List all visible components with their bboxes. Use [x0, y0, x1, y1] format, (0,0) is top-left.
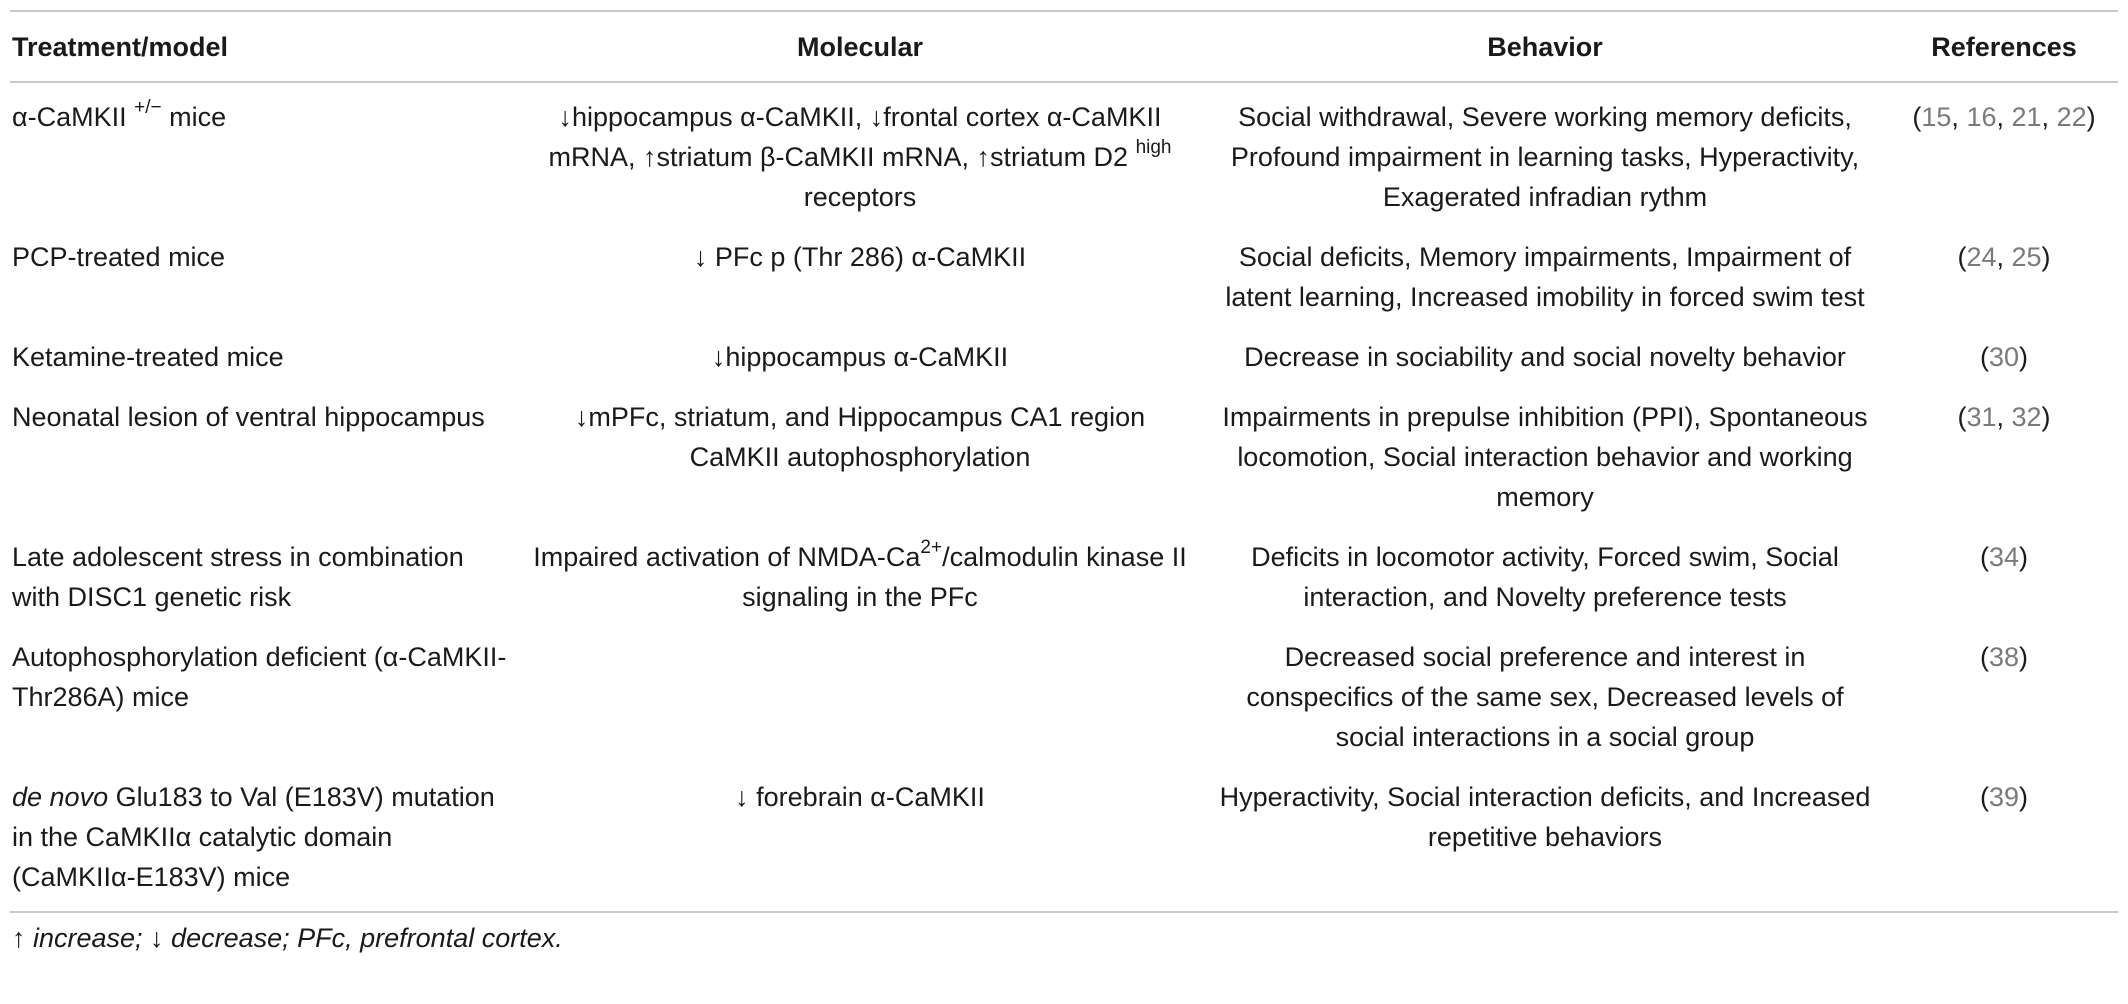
- behavior-cell: Hyperactivity, Social interaction deficits, and Increased repetitive behaviors: [1219, 782, 1871, 852]
- references-cell: (34): [1979, 542, 2029, 572]
- references-cell: (39): [1979, 782, 2029, 812]
- molecular-cell: Impaired activation of NMDA-$Ca^{2+}$/calmodulin kinase II signaling in the PFc: [533, 537, 1187, 612]
- reference-link[interactable]: 21: [2011, 102, 2042, 132]
- results-table: [10, 12, 2118, 905]
- treatment-cell: PCP-treated mice: [12, 242, 226, 272]
- table-row: [10, 385, 2118, 525]
- table-row: [10, 625, 2118, 765]
- behavior-cell: Social deficits, Memory impairments, Impairment of latent learning, Increased imobility in forced swim test: [1225, 242, 1865, 312]
- bottom-rule: [10, 911, 2118, 913]
- behavior-cell: Decreased social preference and interest in conspecifics of the same sex, Decreased levels of social interactions in a social group: [1246, 642, 1844, 752]
- molecular-cell: ↓ PFc p (Thr 286) α-CaMKII: [693, 242, 1027, 272]
- reference-link[interactable]: 16: [1966, 102, 1997, 132]
- molecular-cell: ↓ forebrain α-CaMKII: [735, 782, 985, 812]
- table-row: [10, 82, 2118, 225]
- treatment-cell: α-CaMKII +/− mice: [12, 97, 227, 132]
- references-cell: (30): [1979, 342, 2029, 372]
- references-cell: (38): [1979, 642, 2029, 672]
- behavior-cell: Decrease in sociability and social novelty behavior: [1244, 342, 1846, 372]
- treatment-cell: Neonatal lesion of ventral hippocampus: [12, 402, 485, 432]
- references-cell: (31, 32): [1957, 402, 2051, 432]
- header-behavior: Behavior: [1200, 12, 1890, 82]
- reference-link[interactable]: 32: [2011, 402, 2042, 432]
- reference-link[interactable]: 25: [2011, 242, 2042, 272]
- reference-link[interactable]: 22: [2056, 102, 2087, 132]
- table-row: [10, 325, 2118, 385]
- reference-link[interactable]: 31: [1966, 402, 1997, 432]
- molecular-cell: ↓hippocampus α-CaMKII, ↓frontal cortex α-CaMKII mRNA, ↑striatum β-CaMKII mRNA, ↑striatum D2 $^{high}$ receptors: [548, 102, 1172, 212]
- behavior-cell: Deficits in locomotor activity, Forced swim, Social interaction, and Novelty preference tests: [1251, 542, 1839, 612]
- reference-link[interactable]: 34: [1988, 542, 2020, 572]
- treatment-cell: Ketamine-treated mice: [12, 342, 284, 372]
- header-treatment: Treatment/model: [10, 12, 520, 82]
- behavior-cell: Social withdrawal, Severe working memory deficits, Profound impairment in learning tasks, Hyperactivity, Exagerated infradian rythm: [1230, 102, 1860, 212]
- table-row: [10, 765, 2118, 905]
- table-row: [10, 225, 2118, 325]
- behavior-cell: Impairments in prepulse inhibition (PPI), Spontaneous locomotion, Social interaction behavior and working memory: [1222, 402, 1868, 512]
- header-row: [10, 12, 2118, 82]
- molecular-cell: ↓mPFc, striatum, and Hippocampus CA1 region CaMKII autophosphorylation: [574, 402, 1146, 472]
- table-footnote: ↑ increase; ↓ decrease; PFc, prefrontal cortex.: [12, 923, 563, 953]
- reference-link[interactable]: 39: [1988, 782, 2020, 812]
- molecular-cell: [520, 625, 1200, 765]
- reference-link[interactable]: 24: [1966, 242, 1997, 272]
- references-cell: (24, 25): [1957, 242, 2051, 272]
- treatment-cell: Late adolescent stress in combination with DISC1 genetic risk: [12, 542, 464, 612]
- header-molecular: Molecular: [520, 12, 1200, 82]
- reference-link[interactable]: 38: [1988, 642, 2020, 672]
- table-container: [10, 10, 2118, 954]
- reference-link[interactable]: 30: [1988, 342, 2020, 372]
- table-row: [10, 525, 2118, 625]
- references-cell: (15, 16, 21, 22): [1912, 102, 2096, 132]
- header-references: References: [1890, 12, 2118, 82]
- reference-link[interactable]: 15: [1921, 102, 1952, 132]
- treatment-cell: de novo Glu183 to Val (E183V) mutation in the CaMKIIα catalytic domain (CaMKIIα-E183V) mice: [12, 782, 495, 892]
- molecular-cell: ↓hippocampus α-CaMKII: [711, 342, 1009, 372]
- treatment-cell: Autophosphorylation deficient (α-CaMKII-Thr286A) mice: [12, 642, 507, 712]
